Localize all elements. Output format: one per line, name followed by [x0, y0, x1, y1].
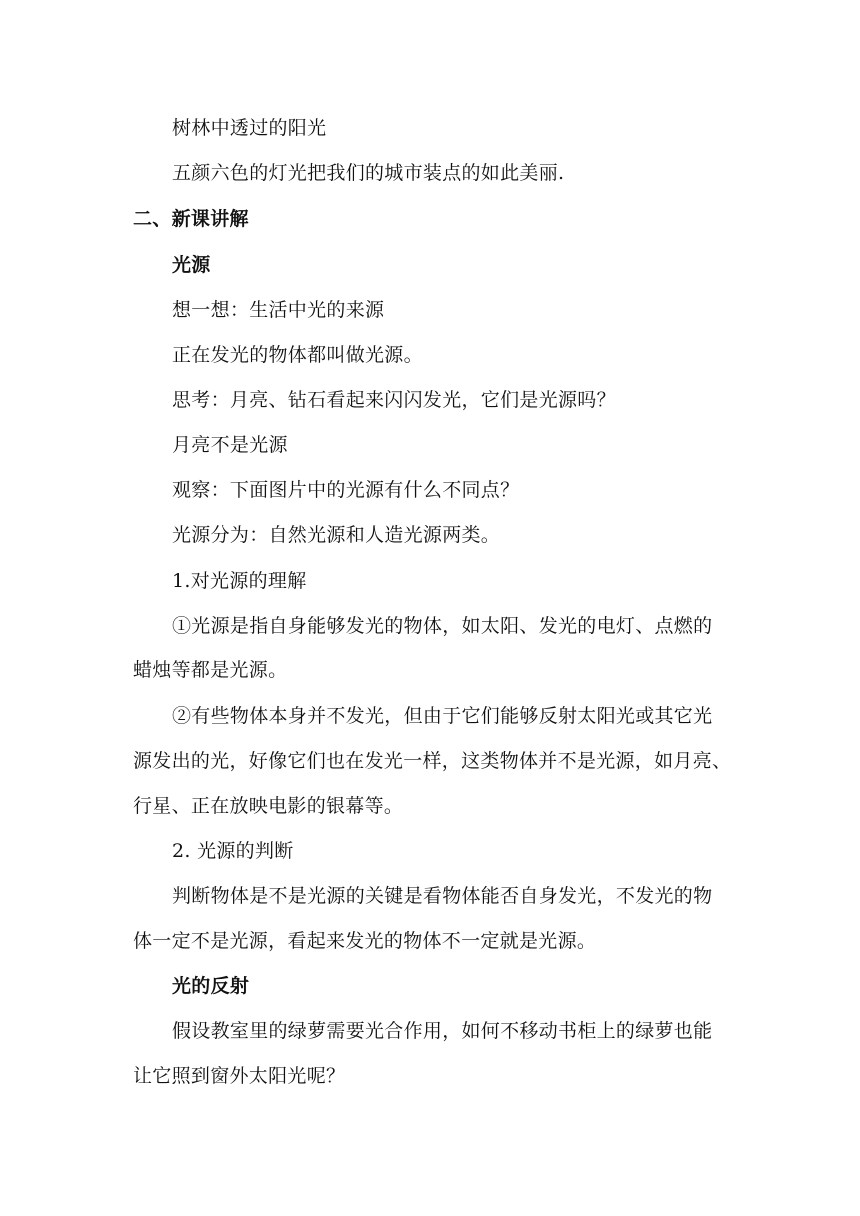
- paragraph-moon: 月亮不是光源: [172, 434, 288, 456]
- point1-a-line2: 蜡烛等都是光源。: [133, 659, 288, 681]
- paragraph-think: 想一想：生活中光的来源: [172, 299, 385, 321]
- point1-b-line2: 源发出的光，好像它们也在发光一样，这类物体并不是光源，如月亮、: [133, 750, 732, 772]
- paragraph-question: 思考：月亮、钻石看起来闪闪发光，它们是光源吗？: [172, 389, 616, 411]
- point1-title: 1.对光源的理解: [172, 570, 307, 592]
- paragraph-observe: 观察：下面图片中的光源有什么不同点？: [172, 479, 520, 501]
- point2-title: 2. 光源的判断: [172, 840, 294, 862]
- paragraph-types: 光源分为：自然光源和人造光源两类。: [172, 524, 501, 546]
- paragraph-city-lights: 五颜六色的灯光把我们的城市装点的如此美丽.: [172, 162, 565, 184]
- subheading-light-source: 光源: [172, 254, 211, 276]
- reflection-line1: 假设教室里的绿萝需要光合作用，如何不移动书柜上的绿萝也能: [172, 1020, 713, 1042]
- point2-line1: 判断物体是不是光源的关键是看物体能否自身发光，不发光的物: [172, 885, 713, 907]
- reflection-line2: 让它照到窗外太阳光呢？: [133, 1065, 346, 1087]
- point2-line2: 体一定不是光源，看起来发光的物体不一定就是光源。: [133, 930, 597, 952]
- paragraph-sunlight-through-trees: 树林中透过的阳光: [172, 117, 327, 139]
- point1-a-line1: ①光源是指自身能够发光的物体，如太阳、发光的电灯、点燃的: [172, 615, 713, 637]
- point1-b-line1: ②有些物体本身并不发光，但由于它们能够反射太阳光或其它光: [172, 705, 713, 727]
- subheading-reflection: 光的反射: [172, 975, 250, 997]
- point1-b-line3: 行星、正在放映电影的银幕等。: [133, 795, 404, 817]
- section-heading-new-lesson: 二、新课讲解: [133, 208, 249, 230]
- paragraph-definition: 正在发光的物体都叫做光源。: [172, 344, 423, 366]
